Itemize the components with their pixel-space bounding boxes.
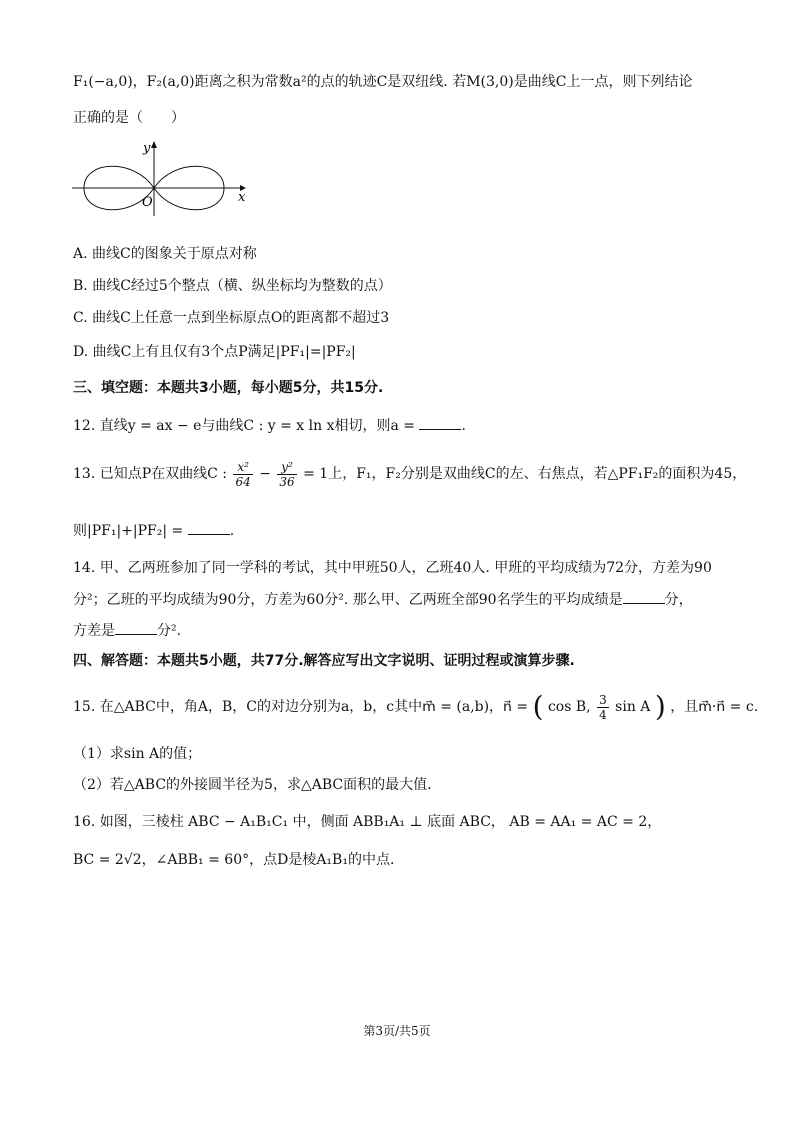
question-13-line-2 xyxy=(73,520,734,541)
q13-after: = 1上，F₁，F₂分别是双曲线C的左、右焦点，若△PF₁F₂的面积为45， xyxy=(303,466,747,482)
q15-suffix: ，且m⃗·n⃗ = c. xyxy=(670,699,759,715)
q15-left-paren: ( xyxy=(532,690,544,723)
question-14-line-2 xyxy=(73,589,734,610)
q13-prefix: 13. 已知点P在双曲线C : xyxy=(73,466,228,482)
q13-frac2-den: 36 xyxy=(279,474,295,489)
option-a: A. 曲线C的图象关于原点对称 xyxy=(73,246,257,262)
lemniscate-svg xyxy=(70,138,250,218)
question-15-part-2: （2）若△ABC的外接圆半径为5，求△ABC面积的最大值. xyxy=(73,777,432,793)
option-c: C. 曲线C上任意一点到坐标原点O的距离都不超过3 xyxy=(73,310,390,326)
q14-line3-text: 方差是 xyxy=(73,623,115,639)
q13-minus: − xyxy=(259,466,271,482)
q14-line3-suffix: 分². xyxy=(157,623,182,639)
origin-label: O xyxy=(142,195,153,210)
question-12 xyxy=(73,415,734,436)
section-3-heading: 三、填空题：本题共3小题，每小题5分，共15分. xyxy=(73,380,384,396)
q14-blank-1 xyxy=(623,589,665,604)
question-14-line-3 xyxy=(73,620,734,641)
question-15 xyxy=(73,688,759,726)
intro-line-2: 正确的是（ ） xyxy=(73,110,185,126)
x-axis-label: x xyxy=(238,190,246,205)
q13-line2-text: 则|PF₁|+|PF₂| = xyxy=(73,523,184,539)
lemniscate-figure xyxy=(70,138,250,218)
q15-frac-den: 4 xyxy=(599,707,607,722)
q13-blank xyxy=(188,520,230,535)
q15-prefix: 15. 在△ABC中，角A，B，C的对边分别为a，b，c其中m⃗ = (a,b)，n⃗ = xyxy=(73,699,529,715)
q13-fraction-1 xyxy=(233,460,252,489)
q13-frac1-num: x² xyxy=(233,460,252,475)
q12-blank xyxy=(419,415,461,430)
q15-cos: cos B, xyxy=(547,699,591,715)
question-16-line-1: 16. 如图，三棱柱 ABC − A₁B₁C₁ 中，侧面 ABB₁A₁ ⊥ 底面 ABC， AB = AA₁ = AC = 2， xyxy=(73,814,662,830)
q14-line2-text: 分²；乙班的平均成绩为90分，方差为60分². 那么甲、乙两班全部90名学生的平均成绩是 xyxy=(73,592,623,608)
page-footer: 第3页/共5页 xyxy=(363,1024,431,1038)
q15-sin: sin A xyxy=(615,699,651,715)
option-d: D. 曲线C上有且仅有3个点P满足|PF₁|=|PF₂| xyxy=(73,344,356,360)
y-axis-arrow xyxy=(151,141,157,148)
q13-frac1-den: 64 xyxy=(235,474,251,489)
question-16-line-2: BC = 2√2，∠ABB₁ = 60°，点D是棱A₁B₁的中点. xyxy=(73,852,395,868)
q15-fraction xyxy=(597,693,609,722)
y-axis-label: y xyxy=(143,141,151,156)
q13-line2-suffix: . xyxy=(229,523,235,539)
q14-blank-2 xyxy=(115,620,157,635)
question-13 xyxy=(73,458,747,490)
q14-line2-suffix: 分， xyxy=(664,592,693,608)
q13-frac2-num: y² xyxy=(277,460,296,475)
intro-line-1: F₁(−a,0)，F₂(a,0)距离之积为常数a²的点的轨迹C是双纽线. 若M(3,0)是曲线C上一点，则下列结论 xyxy=(73,74,693,90)
question-15-part-1: （1）求sin A的值； xyxy=(73,746,202,762)
q15-right-paren: ) xyxy=(654,690,666,723)
q12-suffix: . xyxy=(461,418,466,434)
q13-fraction-2 xyxy=(277,460,296,489)
q15-frac-num: 3 xyxy=(599,692,607,707)
section-4-heading: 四、解答题：本题共5小题，共77分.解答应写出文字说明、证明过程或演算步骤. xyxy=(73,653,575,669)
question-14-line-1: 14. 甲、乙两班参加了同一学科的考试，其中甲班50人，乙班40人. 甲班的平均成绩为72分，方差为90 xyxy=(73,560,712,576)
option-b: B. 曲线C经过5个整点（横、纵坐标均为整数的点） xyxy=(73,278,392,294)
q12-text: 12. 直线y = ax − e与曲线C : y = x ln x相切，则a = xyxy=(73,418,415,434)
